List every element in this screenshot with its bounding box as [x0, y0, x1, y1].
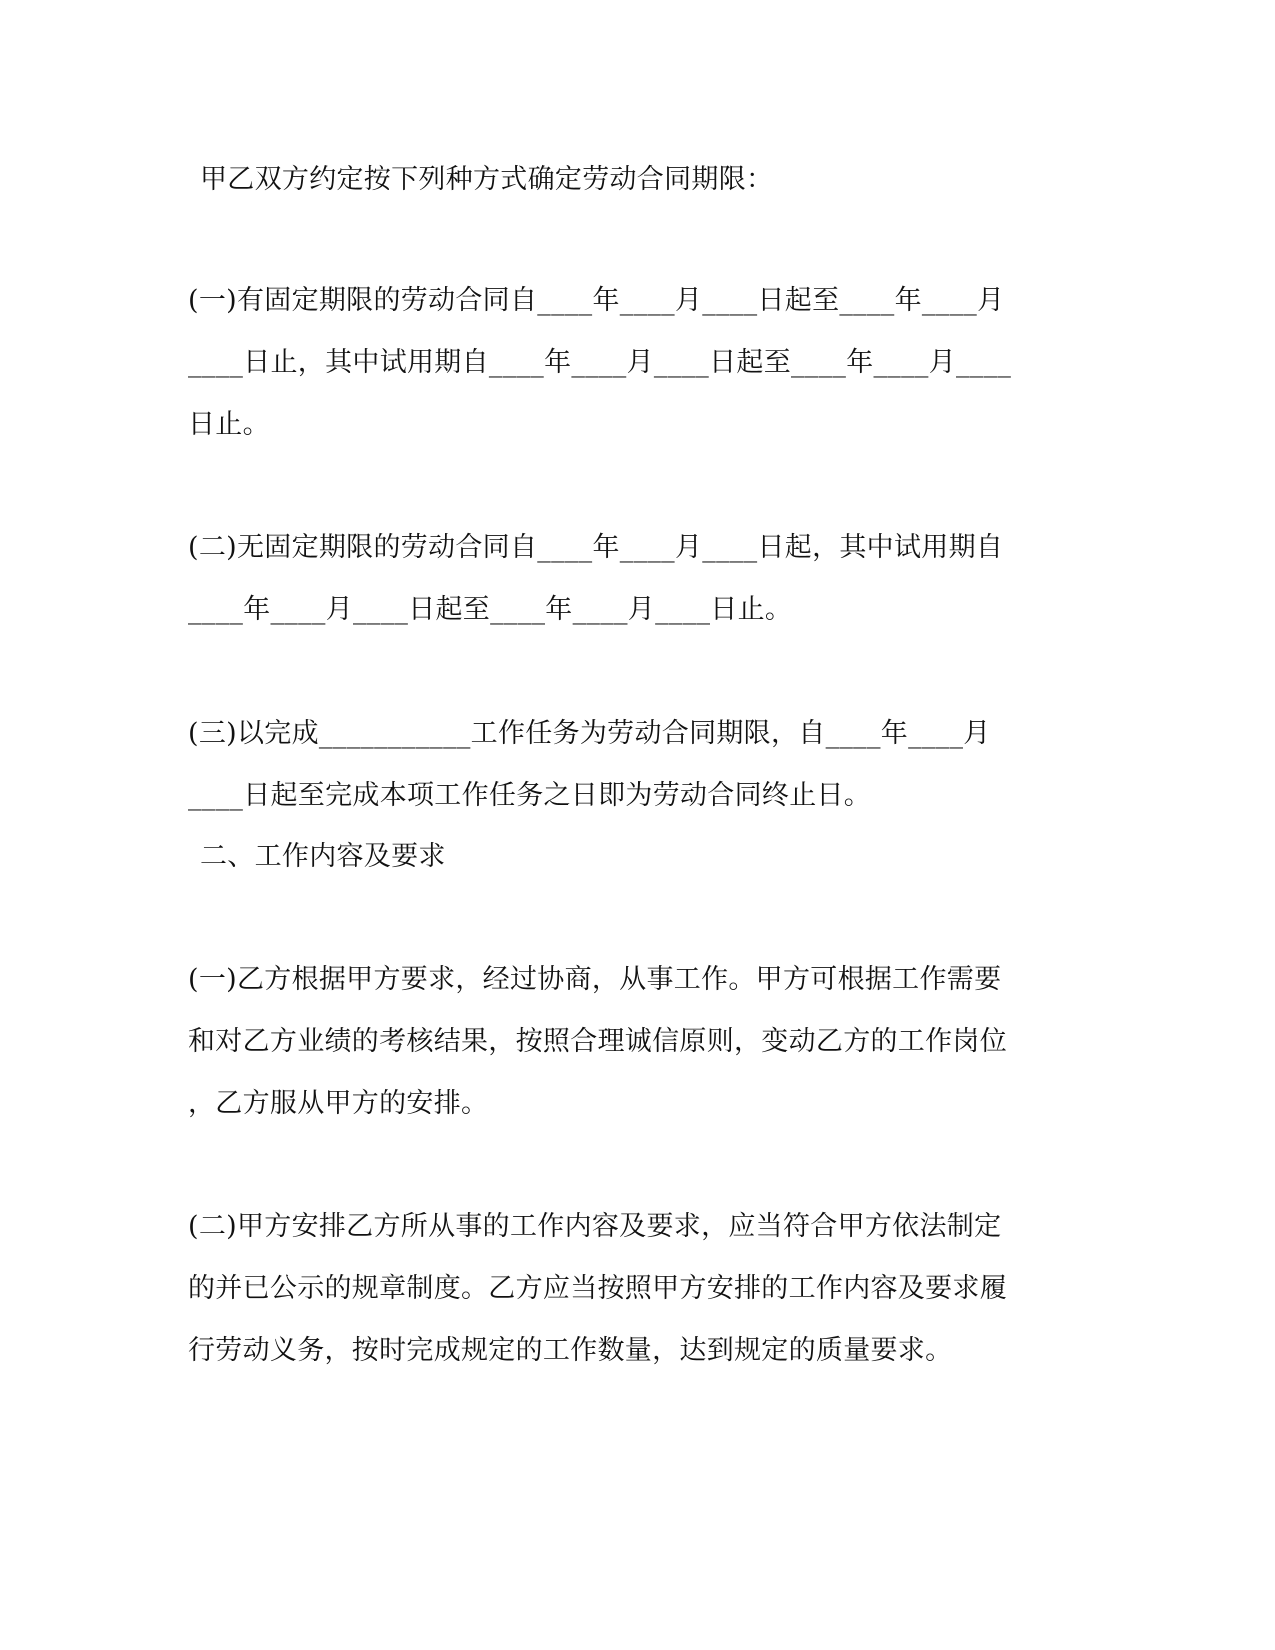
clause-2-line-2: ____年____月____日起至____年____月____日止。 — [188, 594, 793, 625]
work-clause-2-line-3: 行劳动义务，按时完成规定的工作数量，达到规定的质量要求。 — [188, 1335, 953, 1366]
work-clause-1-line-3: ，乙方服从甲方的安排。 — [188, 1088, 489, 1119]
work-clause-1-line-1: (一)乙方根据甲方要求，经过协商，从事工作。甲方可根据工作需要 — [188, 964, 1002, 995]
clause-2-line-1: (二)无固定期限的劳动合同自____年____月____日起，其中试用期自 — [188, 532, 1004, 563]
work-clause-2-line-2: 的并已公示的规章制度。乙方应当按照甲方安排的工作内容及要求履 — [188, 1273, 1007, 1304]
work-clause-2-line-1: (二)甲方安排乙方所从事的工作内容及要求，应当符合甲方依法制定 — [188, 1211, 1002, 1242]
clause-1-line-1: (一)有固定期限的劳动合同自____年____月____日起至____年____月 — [188, 285, 1005, 316]
clause-3-line-2: ____日起至完成本项工作任务之日即为劳动合同终止日。 — [188, 780, 872, 811]
term-intro-text: 甲乙双方约定按下列种方式确定劳动合同期限： — [200, 164, 774, 195]
clause-1-line-3: 日止。 — [188, 409, 270, 440]
work-clause-1-line-2: 和对乙方业绩的考核结果，按照合理诚信原则，变动乙方的工作岗位 — [188, 1026, 1007, 1057]
clause-3-line-1: (三)以完成___________工作任务为劳动合同期限，自____年____月 — [188, 718, 991, 749]
clause-1-line-2: ____日止，其中试用期自____年____月____日起至____年____月____ — [188, 347, 1012, 378]
section-heading: 二、工作内容及要求 — [200, 841, 446, 872]
